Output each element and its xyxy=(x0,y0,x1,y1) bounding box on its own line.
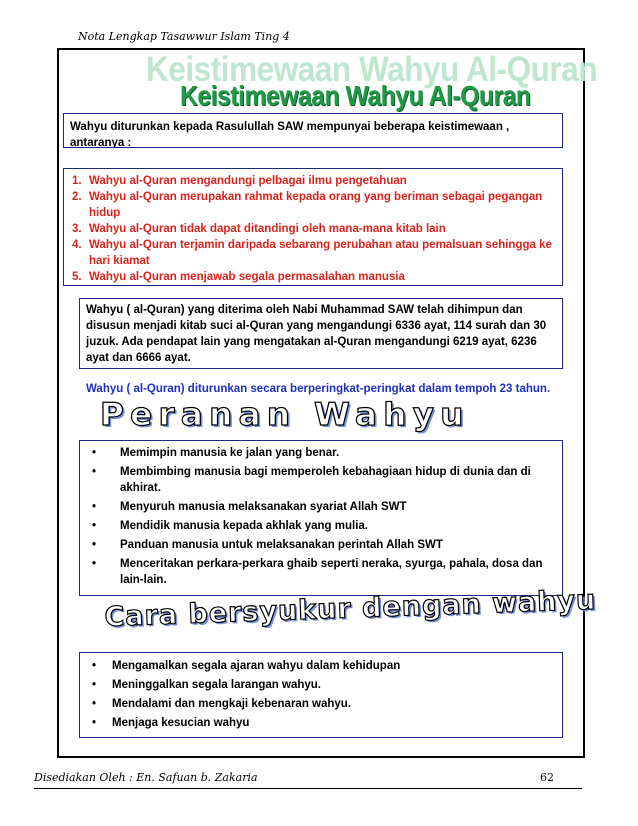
thanks-box xyxy=(79,652,563,738)
bullet-icon: • xyxy=(92,717,97,729)
thanks-text: Meninggalkan segala larangan wahyu. xyxy=(112,679,321,691)
thanks-text: Mendalami dan mengkaji kebenaran wahyu. xyxy=(112,698,352,710)
feature-text: Wahyu al-Quran tidak dapat ditandingi oleh mana-mana kitab lain xyxy=(89,223,446,235)
role-text: Membimbing manusia bagi memperoleh kebahagiaan hidup di dunia dan di akhirat. xyxy=(120,466,531,494)
thanks-text: Mengamalkan segala ajaran wahyu dalam kehidupan xyxy=(112,660,401,672)
header-note: Nota Lengkap Tasawwur Islam Ting 4 xyxy=(78,30,290,43)
feature-item xyxy=(72,221,554,237)
gradual-revelation-note: Wahyu ( al-Quran) diturunkan secara berperingkat-peringkat dalam tempoh 23 tahun. xyxy=(86,383,551,395)
thanks-heading: Cara bersyukur dengan wahyu xyxy=(104,584,597,633)
page-number: 62 xyxy=(540,771,554,784)
role-item xyxy=(88,499,554,515)
role-item xyxy=(88,445,554,461)
intro-box xyxy=(63,113,563,148)
bullet-icon: • xyxy=(92,501,97,513)
bullet-icon: • xyxy=(92,520,97,532)
features-list xyxy=(72,173,554,285)
feature-text: Wahyu al-Quran mengandungi pelbagai ilmu pengetahuan xyxy=(89,175,407,187)
roles-list xyxy=(88,445,554,588)
bullet-icon: • xyxy=(92,660,97,672)
bullet-icon: • xyxy=(92,558,97,570)
role-item xyxy=(88,537,554,553)
features-box xyxy=(63,168,563,286)
bullet-icon: • xyxy=(92,679,97,691)
role-text: Panduan manusia untuk melaksanakan perintah Allah SWT xyxy=(120,539,443,551)
feature-text: Wahyu al-Quran merupakan rahmat kepada orang yang beriman sebagai pegangan hidup xyxy=(89,191,543,219)
feature-number: 5. xyxy=(72,271,82,283)
bullet-icon: • xyxy=(92,539,97,551)
feature-number: 2. xyxy=(72,191,82,203)
roles-box xyxy=(79,440,563,596)
bullet-icon: • xyxy=(92,447,97,459)
thanks-text: Menjaga kesucian wahyu xyxy=(112,717,250,729)
thanks-item xyxy=(88,677,554,693)
quran-facts-text: Wahyu ( al-Quran) yang diterima oleh Nabi Muhammad SAW telah dihimpun dan disusun menjadi kitab suci al-Quran yang mengandungi 6336 ayat, 114 surah dan 30 juzuk. Ada pendapat lain yang mengatakan al-Quran mengandungi 6219 ayat, 6236 ayat dan 6666 ayat. xyxy=(86,304,547,364)
role-item xyxy=(88,464,554,496)
feature-text: Wahyu al-Quran terjamin daripada sebarang perubahan atau pemalsuan sehingga ke hari kiamat xyxy=(89,239,552,267)
role-item xyxy=(88,518,554,534)
role-item xyxy=(88,556,554,588)
role-text: Mendidik manusia kepada akhlak yang mulia. xyxy=(120,520,368,532)
role-text: Menyuruh manusia melaksanakan syariat Allah SWT xyxy=(120,501,407,513)
title-shadow: Keistimewaan Wahyu Al-Quran xyxy=(146,50,598,89)
feature-number: 3. xyxy=(72,223,82,235)
feature-number: 1. xyxy=(72,175,82,187)
intro-text: Wahyu diturunkan kepada Rasulullah SAW mempunyai beberapa keistimewaan , antaranya : xyxy=(70,121,510,148)
thanks-list xyxy=(88,658,554,731)
role-text: Memimpin manusia ke jalan yang benar. xyxy=(120,447,340,459)
bullet-icon: • xyxy=(92,698,97,710)
feature-item xyxy=(72,173,554,189)
thanks-item xyxy=(88,696,554,712)
footer-divider xyxy=(34,788,582,789)
feature-number: 4. xyxy=(72,239,82,251)
thanks-item xyxy=(88,658,554,674)
feature-item xyxy=(72,269,554,285)
page-title: Keistimewaan Wahyu Al-Quran xyxy=(180,80,531,111)
thanks-item xyxy=(88,715,554,731)
footer-author: Disediakan Oleh : En. Safuan b. Zakaria xyxy=(34,771,258,784)
feature-text: Wahyu al-Quran menjawab segala permasalahan manusia xyxy=(89,271,405,283)
role-text: Menceritakan perkara-perkara ghaib seperti neraka, syurga, pahala, dosa dan lain-lain. xyxy=(120,558,543,586)
roles-heading: Peranan Wahyu xyxy=(100,397,470,433)
quran-facts-box xyxy=(79,298,563,369)
bullet-icon: • xyxy=(92,466,97,478)
feature-item xyxy=(72,237,554,269)
feature-item xyxy=(72,189,554,221)
